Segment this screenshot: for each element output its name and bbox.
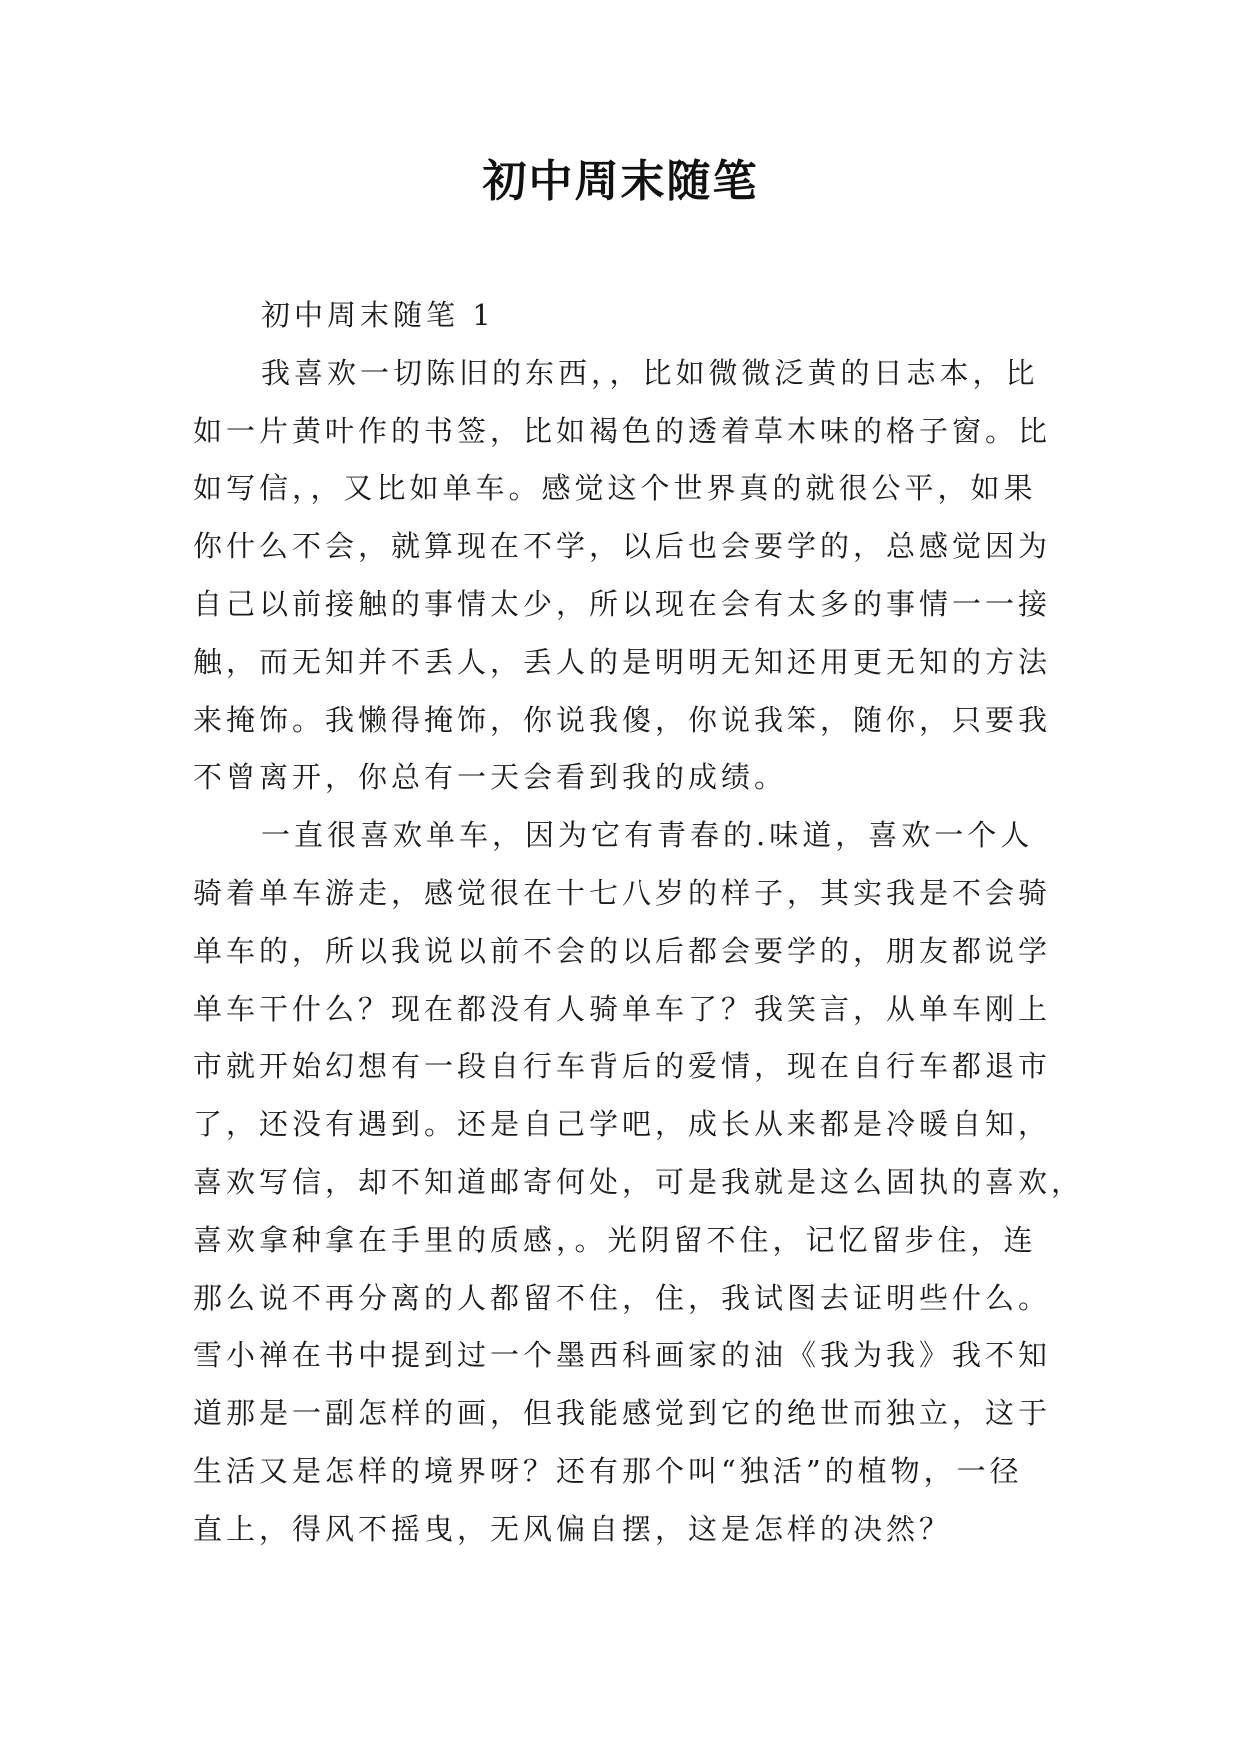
paragraph-line: 喜欢写信，却不知道邮寄何处，可是我就是这么固执的喜欢， <box>193 1164 1085 1199</box>
paragraph-line: 骑着单车游走，感觉很在十七八岁的样子，其实我是不会骑 <box>193 875 1052 910</box>
document-title: 初中周末随笔 <box>482 156 759 207</box>
paragraph-line: 道那是一副怎样的画，但我能感觉到它的绝世而独立，这于 <box>193 1396 1052 1431</box>
paragraph-line: 来掩饰。我懒得掩饰，你说我傻，你说我笨，随你，只要我 <box>193 702 1052 737</box>
paragraph-line: 自己以前接触的事情太少，所以现在会有太多的事情一一接 <box>193 586 1052 621</box>
paragraph-line: 喜欢拿种拿在手里的质感，。光阴留不住，记忆留步住，连 <box>193 1222 1037 1257</box>
paragraph-line: 单车干什么？现在都没有人骑单车了？我笑言，从单车刚上 <box>193 991 1052 1026</box>
paragraph-line: 不曾离开，你总有一天会看到我的成绩。 <box>193 760 788 795</box>
paragraph-line: 生活又是怎样的境界呀？还有那个叫“独活”的植物，一径 <box>193 1453 1023 1488</box>
paragraph-line: 市就开始幻想有一段自行车背后的爱情，现在自行车都退市 <box>193 1049 1052 1084</box>
paragraph-line: 如写信，，又比如单车。感觉这个世界真的就很公平，如果 <box>193 471 1037 506</box>
paragraph-line: 了，还没有遇到。还是自己学吧，成长从来都是冷暖自知， <box>193 1107 1052 1142</box>
paragraph-line: 直上，得风不摇曳，无风偏自摆，这是怎样的决然？ <box>193 1511 953 1546</box>
paragraph-line: 我喜欢一切陈旧的东西，，比如微微泛黄的日志本，比 <box>261 355 1039 390</box>
paragraph-line: 单车的，所以我说以前不会的以后都会要学的，朋友都说学 <box>193 933 1052 968</box>
document-body <box>193 287 1085 1559</box>
paragraph-line: 雪小禅在书中提到过一个墨西科画家的油《我为我》我不知 <box>193 1338 1052 1373</box>
paragraph-line: 你什么不会，就算现在不学，以后也会要学的，总感觉因为 <box>193 529 1052 564</box>
paragraph-line: 那么说不再分离的人都留不住，住，我试图去证明些什么。 <box>193 1280 1052 1315</box>
paragraph-line: 触，而无知并不丢人，丢人的是明明无知还用更无知的方法 <box>193 644 1052 679</box>
paragraph-line: 一直很喜欢单车，因为它有青春的.味道，喜欢一个人 <box>261 818 1034 853</box>
section-heading: 初中周末随笔 1 <box>261 298 495 332</box>
paragraph-line: 如一片黄叶作的书签，比如褐色的透着草木味的格子窗。比 <box>193 413 1052 448</box>
